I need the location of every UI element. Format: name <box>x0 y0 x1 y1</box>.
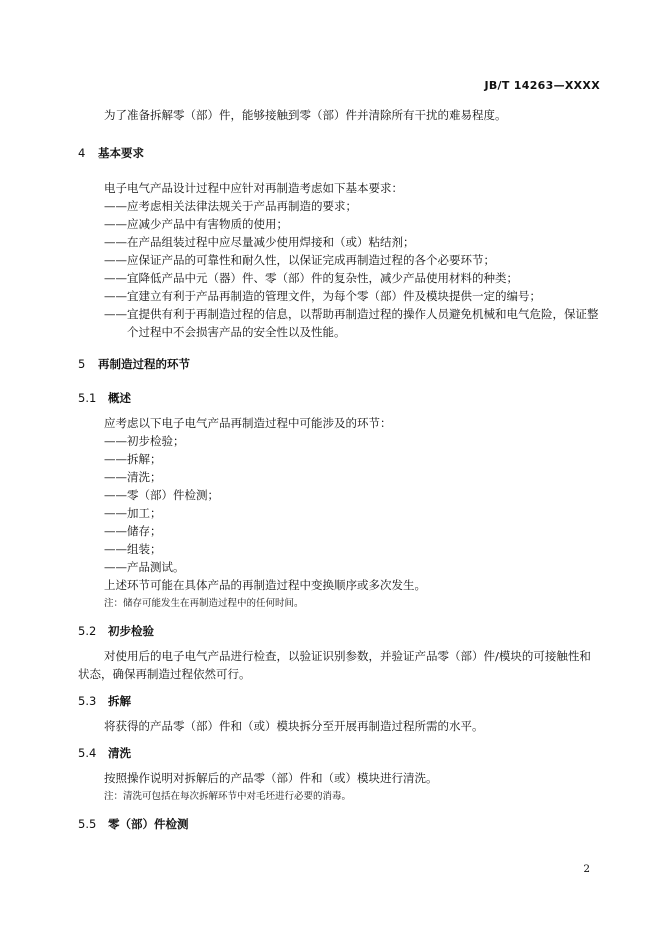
intro-line: 为了准备拆解零（部）件，能够接触到零（部）件并清除所有干扰的难易程度。 <box>104 108 507 122</box>
section-5-3-title: 拆解 <box>108 694 131 708</box>
section-5-4-text: 按照操作说明对拆解后的产品零（部）件和（或）模块进行清洗。 <box>104 771 438 785</box>
section-5-3-number: 5.3 <box>78 694 97 708</box>
list-item: ——产品测试。 <box>104 560 185 574</box>
list-item: ——应考虑相关法律法规关于产品再制造的要求； <box>104 199 357 213</box>
section-5-heading <box>78 357 190 371</box>
section-5-1-lead: 应考虑以下电子电气产品再制造过程中可能涉及的环节： <box>104 416 392 430</box>
list-item: ——储存； <box>104 524 162 538</box>
section-5-4-title: 清洗 <box>108 746 131 760</box>
list-item: ——宜提供有利于再制造过程的信息，以帮助再制造过程的操作人员避免机械和电气危险，保证整 <box>104 307 599 321</box>
document-code: JB/T 14263—XXXX <box>484 79 600 92</box>
page-number: 2 <box>583 863 590 875</box>
section-5-2-text-continuation: 状态，确保再制造过程依然可行。 <box>78 667 251 681</box>
section-4-number: 4 <box>78 146 86 160</box>
section-5-3-text: 将获得的产品零（部）件和（或）模块拆分至开展再制造过程所需的水平。 <box>104 719 484 733</box>
section-4-title: 基本要求 <box>98 146 144 160</box>
section-5-4-heading <box>78 746 131 760</box>
list-item: ——零（部）件检测； <box>104 488 219 502</box>
list-item: ——宜降低产品中元（器）件、零（部）件的复杂性，减少产品使用材料的种类； <box>104 271 518 285</box>
section-5-2-heading <box>78 624 154 638</box>
section-5-2-text: 对使用后的电子电气产品进行检查，以验证识别参数，并验证产品零（部）件/模块的可接触性和 <box>104 649 591 663</box>
section-5-number: 5 <box>78 357 86 371</box>
section-4-heading <box>78 146 144 160</box>
list-item: ——清洗； <box>104 470 162 484</box>
list-item: ——应保证产品的可靠性和耐久性，以保证完成再制造过程的各个必要环节； <box>104 253 495 267</box>
section-5-1-closing: 上述环节可能在具体产品的再制造过程中变换顺序或多次发生。 <box>104 578 426 592</box>
section-5-5-heading <box>78 817 189 831</box>
list-item-continuation: 个过程中不会损害产品的安全性以及性能。 <box>127 325 346 339</box>
list-item: ——宜建立有利于产品再制造的管理文件，为每个零（部）件及模块提供一定的编号； <box>104 289 541 303</box>
section-5-1-title: 概述 <box>108 391 131 405</box>
section-5-5-number: 5.5 <box>78 817 97 831</box>
list-item: ——在产品组装过程中应尽量减少使用焊接和（或）粘结剂； <box>104 235 415 249</box>
section-5-4-note: 注：清洗可包括在每次拆解环节中对毛坯进行必要的消毒。 <box>104 791 352 802</box>
section-5-2-number: 5.2 <box>78 624 97 638</box>
section-5-2-title: 初步检验 <box>108 624 154 638</box>
list-item: ——加工； <box>104 506 162 520</box>
section-4-lead: 电子电气产品设计过程中应针对再制造考虑如下基本要求： <box>104 181 403 195</box>
section-5-5-title: 零（部）件检测 <box>108 817 189 831</box>
section-5-4-number: 5.4 <box>78 746 97 760</box>
section-5-1-heading <box>78 391 131 405</box>
list-item: ——初步检验； <box>104 434 185 448</box>
section-5-title: 再制造过程的环节 <box>98 357 190 371</box>
list-item: ——组装； <box>104 542 162 556</box>
section-5-1-number: 5.1 <box>78 391 97 405</box>
list-item: ——应减少产品中有害物质的使用； <box>104 217 288 231</box>
list-item: ——拆解； <box>104 452 162 466</box>
section-5-1-note: 注：储存可能发生在再制造过程中的任何时间。 <box>104 598 304 609</box>
section-5-3-heading <box>78 694 131 708</box>
